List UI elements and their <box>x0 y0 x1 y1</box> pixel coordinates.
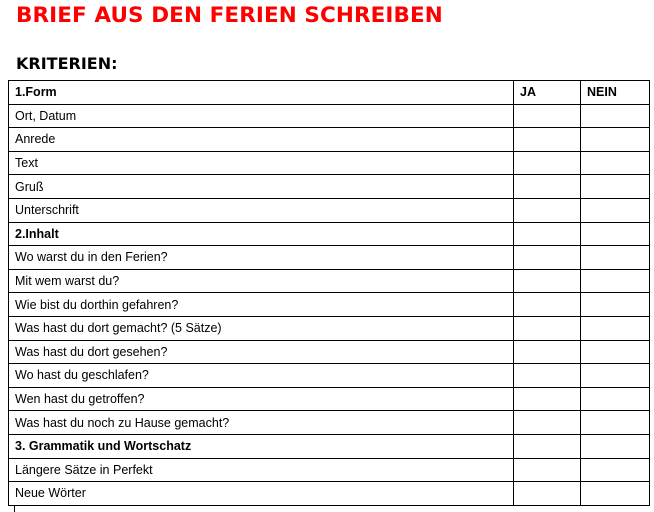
column-header-nein: NEIN <box>581 81 650 105</box>
table-cell-nein <box>581 104 650 128</box>
table-row <box>9 269 650 293</box>
table-cell-nein <box>581 222 650 246</box>
table-cell-ja <box>514 316 581 340</box>
criteria-heading: KRITERIEN: <box>16 54 118 73</box>
table-cell-label: Was hast du dort gemacht? (5 Sätze) <box>9 316 514 340</box>
table-cell-label: Mit wem warst du? <box>9 269 514 293</box>
table-cell-label: Längere Sätze in Perfekt <box>9 458 514 482</box>
table-cell-ja <box>514 269 581 293</box>
table-cell-nein <box>581 340 650 364</box>
table-cell-nein <box>581 293 650 317</box>
table-row <box>9 246 650 270</box>
table-row <box>9 198 650 222</box>
table-row <box>9 175 650 199</box>
table-row <box>9 364 650 388</box>
table-row <box>9 387 650 411</box>
table-cell-ja <box>514 293 581 317</box>
table-row <box>9 411 650 435</box>
table-cell-label: 1.Form <box>9 81 514 105</box>
table-cell-nein <box>581 246 650 270</box>
table-cell-nein <box>581 411 650 435</box>
table-cell-nein <box>581 198 650 222</box>
table-cell-nein <box>581 128 650 152</box>
table-cell-ja <box>514 198 581 222</box>
table-cell-label: Wo hast du geschlafen? <box>9 364 514 388</box>
table-cell-label: Was hast du noch zu Hause gemacht? <box>9 411 514 435</box>
table-cell-ja <box>514 246 581 270</box>
table-row <box>9 151 650 175</box>
table-cell-ja <box>514 434 581 458</box>
table-cell-nein <box>581 434 650 458</box>
table-cell-nein <box>581 175 650 199</box>
table-row <box>9 293 650 317</box>
table-cell-ja <box>514 340 581 364</box>
criteria-table <box>8 80 650 506</box>
table-cell-ja <box>514 482 581 506</box>
table-cell-ja <box>514 411 581 435</box>
table-cell-label: 2.Inhalt <box>9 222 514 246</box>
table-cell-label: Unterschrift <box>9 198 514 222</box>
table-cell-label: Anrede <box>9 128 514 152</box>
table-cell-nein <box>581 151 650 175</box>
table-row <box>9 458 650 482</box>
table-row <box>9 104 650 128</box>
table-cell-ja <box>514 387 581 411</box>
column-header-ja: JA <box>514 81 581 105</box>
table-cell-label: Was hast du dort gesehen? <box>9 340 514 364</box>
document-title: BRIEF AUS DEN FERIEN SCHREIBEN <box>16 3 443 28</box>
table-cell-ja <box>514 458 581 482</box>
table-row <box>9 316 650 340</box>
table-cell-label: Neue Wörter <box>9 482 514 506</box>
table-cell-nein <box>581 316 650 340</box>
table-cell-label: Wo warst du in den Ferien? <box>9 246 514 270</box>
table-cell-label: Text <box>9 151 514 175</box>
table-cell-ja <box>514 104 581 128</box>
table-cell-ja <box>514 128 581 152</box>
table-cell-label: Gruß <box>9 175 514 199</box>
table-cell-label: Wie bist du dorthin gefahren? <box>9 293 514 317</box>
table-row <box>9 128 650 152</box>
table-cell-ja <box>514 364 581 388</box>
table-cell-label: Ort, Datum <box>9 104 514 128</box>
table-row-section-form <box>9 81 650 105</box>
text-cursor <box>14 505 15 512</box>
table-cell-ja <box>514 151 581 175</box>
table-row-section-inhalt <box>9 222 650 246</box>
table-cell-nein <box>581 482 650 506</box>
table-cell-ja <box>514 175 581 199</box>
table-cell-nein <box>581 458 650 482</box>
table-cell-label: Wen hast du getroffen? <box>9 387 514 411</box>
table-cell-label: 3. Grammatik und Wortschatz <box>9 434 514 458</box>
table-cell-nein <box>581 269 650 293</box>
table-row <box>9 482 650 506</box>
table-row <box>9 340 650 364</box>
table-row-section-grammatik <box>9 434 650 458</box>
table-cell-nein <box>581 387 650 411</box>
table-cell-ja <box>514 222 581 246</box>
table-cell-nein <box>581 364 650 388</box>
